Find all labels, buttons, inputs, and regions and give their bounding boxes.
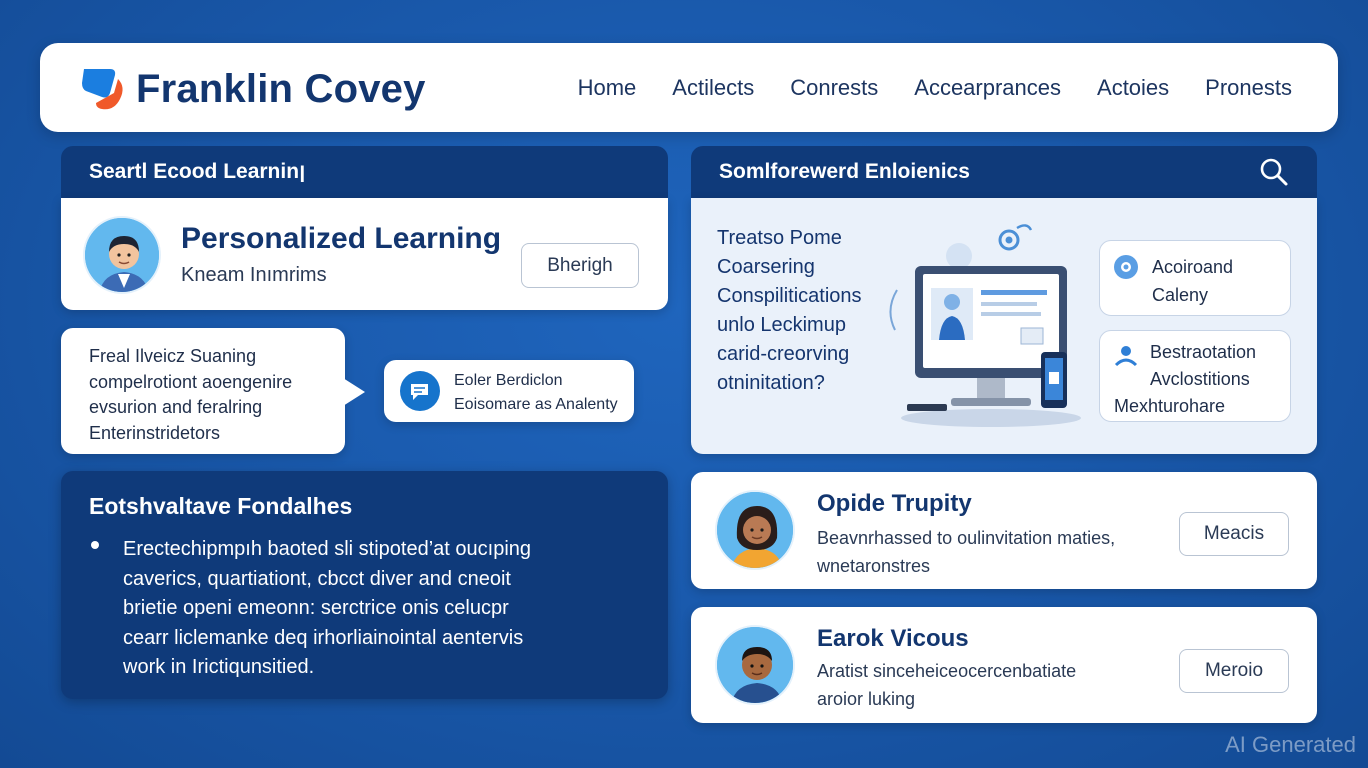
- brand-logo-icon[interactable]: [80, 65, 126, 113]
- person-card-1: [691, 472, 1317, 589]
- feature-line: cearr liclemanke deq irhorliainointal aentervis: [123, 626, 524, 649]
- person-icon: [85, 218, 161, 294]
- person-action-button[interactable]: Meroio: [1179, 649, 1289, 693]
- bubble-line: Freal Ilveicz Suaning: [89, 346, 257, 366]
- info-card-1-text: [1152, 253, 1233, 309]
- watermark: AI Generated: [1225, 732, 1356, 757]
- person-name: Earok Vicous: [817, 625, 969, 652]
- feature-line: work in Irictiqunsitied.: [123, 656, 315, 678]
- left-panel-header: [61, 146, 668, 198]
- question-line: Coarsering: [717, 256, 815, 278]
- right-panel-title: Somlforewerd Enloienics: [719, 160, 970, 183]
- right-panel-header: [691, 146, 1317, 198]
- person-description: [817, 524, 1115, 580]
- mini-card-line1: Eoler Berdiclon: [454, 372, 563, 389]
- feature-line: Erectechipmpıh baoted sli stipoted’at oucıping: [123, 538, 532, 560]
- description-line: Beavnrhassed to oulinvitation maties,: [817, 528, 1116, 548]
- info-line: Bestraotation: [1150, 342, 1257, 362]
- nav-actilects[interactable]: Actilects: [672, 74, 755, 100]
- nav-pronests[interactable]: Pronests: [1205, 74, 1292, 100]
- description-line: wnetaronstres: [817, 556, 931, 576]
- avatar: [83, 216, 161, 294]
- person-icon: [717, 627, 795, 705]
- question-line: Conspilitications: [717, 285, 862, 307]
- avatar: [715, 490, 795, 570]
- person-icon: [717, 492, 795, 570]
- personalized-learning-card: [61, 198, 668, 310]
- mini-card-line2: Eoisomare as Analenty: [454, 396, 618, 413]
- nav-accearprances[interactable]: Accearprances: [914, 74, 1062, 100]
- features-text: [123, 535, 531, 683]
- person-action-button[interactable]: Meacis: [1179, 512, 1289, 556]
- question-line: unlo Leckimup: [717, 314, 846, 336]
- card-subtitle: Kneam Inımrims: [181, 264, 327, 286]
- info-line: Mexhturohare: [1114, 396, 1226, 416]
- person-name: Opide Trupity: [817, 490, 972, 517]
- left-panel-title: Seartl Ecood Learninן: [89, 160, 306, 183]
- top-header: [40, 43, 1338, 132]
- info-line: Caleny: [1152, 285, 1209, 305]
- computer-illustration: [881, 218, 1091, 433]
- description-line: Aratist sinceheiceocercenbatiate: [817, 661, 1077, 681]
- brand-name[interactable]: Franklin Covey: [136, 67, 426, 111]
- info-card-2[interactable]: [1099, 330, 1291, 422]
- person-description: [817, 657, 1076, 713]
- features-panel: [61, 471, 668, 699]
- nav-home[interactable]: Home: [577, 74, 637, 100]
- card-title: Personalized Learning: [181, 222, 502, 255]
- bubble-line: evsurion and feralring: [89, 397, 263, 417]
- question-line: Treatso Pome: [717, 227, 842, 249]
- info-line: Acoiroand: [1152, 257, 1234, 277]
- info-card-2-text: [1114, 339, 1256, 420]
- right-panel-body: [691, 198, 1317, 454]
- profile-icon: [1114, 255, 1138, 279]
- avatar: [715, 625, 795, 705]
- info-card-1[interactable]: [1099, 240, 1291, 316]
- question-line: otninitation?: [717, 372, 825, 394]
- question-line: carid-creorving: [717, 343, 850, 365]
- speech-bubble: [61, 328, 345, 454]
- bubble-pointer: [343, 378, 365, 406]
- feature-line: brietie openi emeonn: serctrice onis celucpr: [123, 597, 509, 619]
- bubble-line: Enterinstridetors: [89, 422, 221, 443]
- mini-info-card[interactable]: [384, 360, 634, 422]
- info-line: Avclostitions: [1150, 369, 1250, 389]
- feature-line: caverics, quartiationt, cbcct diver and cneoit: [123, 567, 511, 590]
- main-nav: [578, 43, 1292, 132]
- question-text: [717, 224, 862, 398]
- nav-conrests[interactable]: Conrests: [790, 74, 879, 100]
- bubble-line: compelrotiont aoengenire: [89, 371, 293, 392]
- nav-actoies[interactable]: Actoies: [1097, 74, 1170, 100]
- description-line: aroior luking: [817, 689, 916, 709]
- features-title: Eotshvaltave Fondalhes: [89, 493, 353, 519]
- chat-icon: [400, 371, 440, 411]
- bullet-dot: [91, 541, 99, 549]
- person-card-2: [691, 607, 1317, 723]
- bubble-text: [89, 344, 292, 446]
- card-action-button[interactable]: Bherigh: [521, 243, 639, 288]
- search-icon[interactable]: [1259, 157, 1289, 187]
